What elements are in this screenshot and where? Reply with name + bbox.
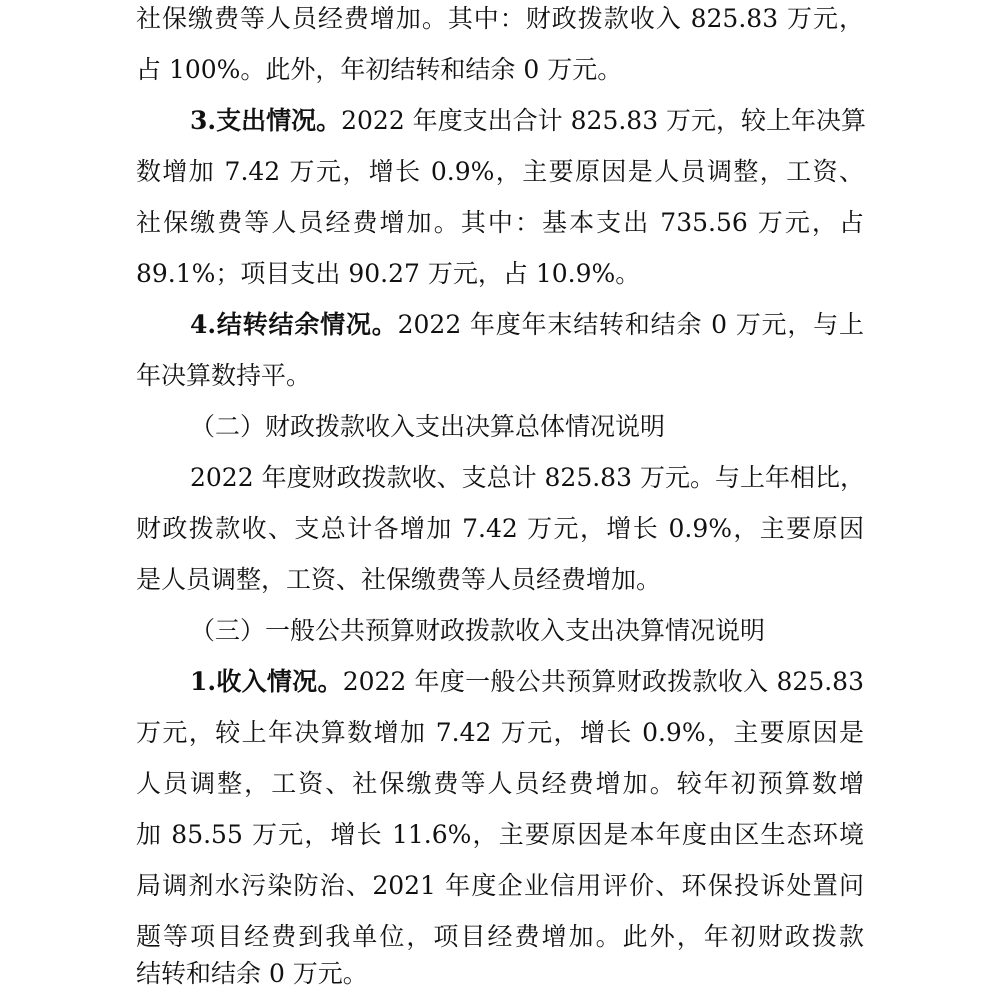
section-heading: （三）一般公共预算财政拨款收入支出决算情况说明: [190, 616, 766, 645]
paragraph-line: 2022 年度财政拨款收、支总计 825.83 万元。与上年相比，: [190, 463, 865, 492]
paragraph-line: 是人员调整，工资、社保缴费等人员经费增加。: [136, 565, 662, 594]
paragraph-line: [136, 665, 864, 699]
section-heading: （二）财政拨款收入支出决算总体情况说明: [190, 412, 666, 441]
paragraph-line: 财政拨款收、支总计各增加 7.42 万元，增长 0.9%，主要原因: [136, 514, 864, 543]
paragraph-line: 局调剂水污染防治、2021 年度企业信用评价、环保投诉处置问: [136, 871, 864, 900]
paragraph-line: 加 85.55 万元，增长 11.6%，主要原因是本年度由区生态环境: [136, 820, 864, 849]
paragraph-text: 2022 年度支出合计 825.83 万元，较上年决算: [341, 106, 867, 135]
paragraph-line: 年决算数持平。: [136, 361, 312, 390]
paragraph-line: 人员调整，工资、社保缴费等人员经费增加。较年初预算数增: [136, 769, 864, 798]
section-label: 3.支出情况。: [190, 106, 342, 135]
paragraph-line: [136, 104, 867, 138]
paragraph-line: 万元，较上年决算数增加 7.42 万元，增长 0.9%，主要原因是: [136, 718, 864, 747]
paragraph-line: 89.1%；项目支出 90.27 万元，占 10.9%。: [136, 259, 641, 288]
paragraph-text: 2022 年度一般公共预算财政拨款收入 825.83: [342, 667, 864, 696]
paragraph-line: [136, 308, 864, 342]
paragraph-text: 2022 年度年末结转和结余 0 万元，与上: [397, 310, 864, 339]
paragraph-line: 社保缴费等人员经费增加。其中：基本支出 735.56 万元，占: [136, 208, 864, 237]
paragraph-line: 数增加 7.42 万元，增长 0.9%，主要原因是人员调整，工资、: [136, 157, 864, 186]
section-label: 4.结转结余情况。: [190, 310, 398, 339]
paragraph-line: 社保缴费等人员经费增加。其中：财政拨款收入 825.83 万元，: [136, 4, 864, 33]
paragraph-line: 占 100%。此外，年初结转和结余 0 万元。: [136, 55, 623, 84]
paragraph-line: 题等项目经费到我单位，项目经费增加。此外，年初财政拨款: [136, 922, 864, 951]
section-label: 1.收入情况。: [190, 667, 343, 696]
paragraph-line: 结转和结余 0 万元。: [136, 959, 368, 988]
